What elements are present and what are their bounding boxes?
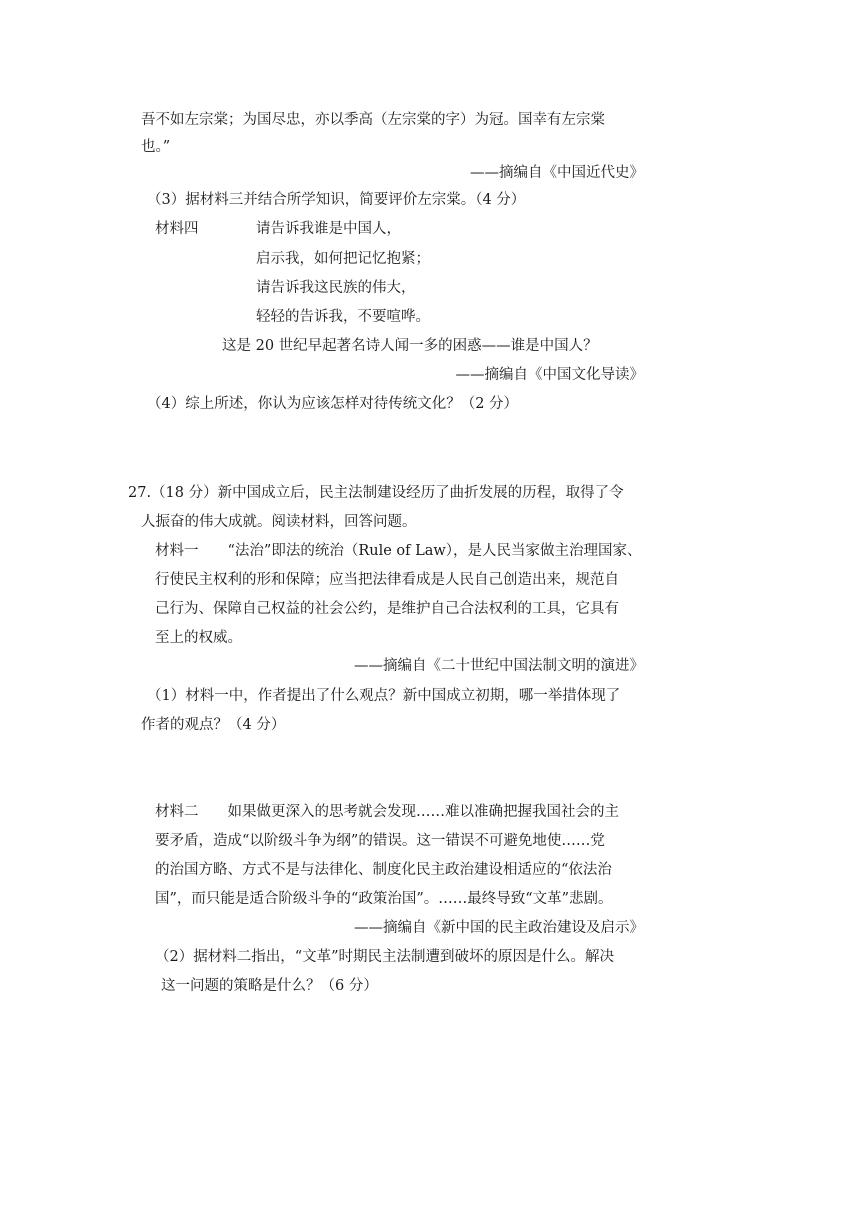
question27-1-line2: 作者的观点？（4 分） — [141, 717, 286, 733]
material3-source: ——摘编自《中国近代史》 — [470, 165, 644, 181]
material1-line3: 己行为、保障自己权益的社会公约，是维护自己合法权利的工具，它具有 — [155, 601, 619, 617]
material4-note: 这是 20 世纪早起著名诗人闻一多的困惑——谁是中国人？ — [222, 338, 598, 354]
poem-line-4: 轻轻的告诉我，不要喧哗。 — [256, 309, 430, 325]
question27-1-line1: （1）材料一中，作者提出了什么观点？新中国成立初期，哪一举措体现了 — [147, 688, 621, 704]
material2-source: ——摘编自《新中国的民主政治建设及启示》 — [354, 920, 644, 936]
question27-2-line1: （2）据材料二指出，“文革”时期民主法制遭到破坏的原因是什么。解决 — [155, 949, 615, 965]
poem-line-1: 请告诉我谁是中国人， — [256, 221, 401, 237]
material2-line1: 材料二 如果做更深入的思考就会发现……难以准确把握我国社会的主 — [155, 804, 619, 820]
material2-line2: 要矛盾，造成“以阶级斗争为纲”的错误。这一错误不可避免地使……党 — [155, 833, 605, 849]
material4-source: ——摘编自《中国文化导读》 — [455, 367, 644, 383]
material3-line1: 吾不如左宗棠；为国尽忠，亦以季高（左宗棠的字）为冠。国幸有左宗棠 — [141, 112, 605, 128]
material2-line4: 国”，而只能是适合阶级斗争的“政策治国”。……最终导致“文革”悲剧。 — [155, 891, 613, 907]
question27-intro-line2: 人振奋的伟大成就。阅读材料，回答问题。 — [141, 514, 417, 530]
material3-line2: 也。” — [141, 139, 171, 155]
material1-line1: 材料一 “法治”即法的统治（Rule of Law），是人民当家做主治理国家、 — [155, 543, 642, 559]
poem-line-3: 请告诉我这民族的伟大， — [256, 280, 416, 296]
question27-2-line2: 这一问题的策略是什么？（6 分） — [161, 978, 378, 994]
material2-line3: 的治国方略、方式不是与法律化、制度化民主政治建设相适应的“依法治 — [155, 862, 612, 878]
question27-intro-line1: 27.（18 分）新中国成立后，民主法制建设经历了曲折发展的历程，取得了令 — [128, 485, 624, 501]
material1-source: ——摘编自《二十世纪中国法制文明的演进》 — [354, 658, 644, 674]
question-4: （4）综上所述，你认为应该怎样对待传统文化？（2 分） — [147, 396, 519, 412]
material1-line2: 行使民主权利的形和保障；应当把法律看成是人民自己创造出来，规范自 — [155, 572, 619, 588]
material4-label: 材料四 — [155, 221, 199, 237]
question-3: （3）据材料三并结合所学知识，简要评价左宗棠。（4 分） — [147, 192, 526, 208]
material1-line4: 至上的权威。 — [155, 630, 242, 646]
poem-line-2: 启示我，如何把记忆抱紧； — [256, 251, 430, 267]
